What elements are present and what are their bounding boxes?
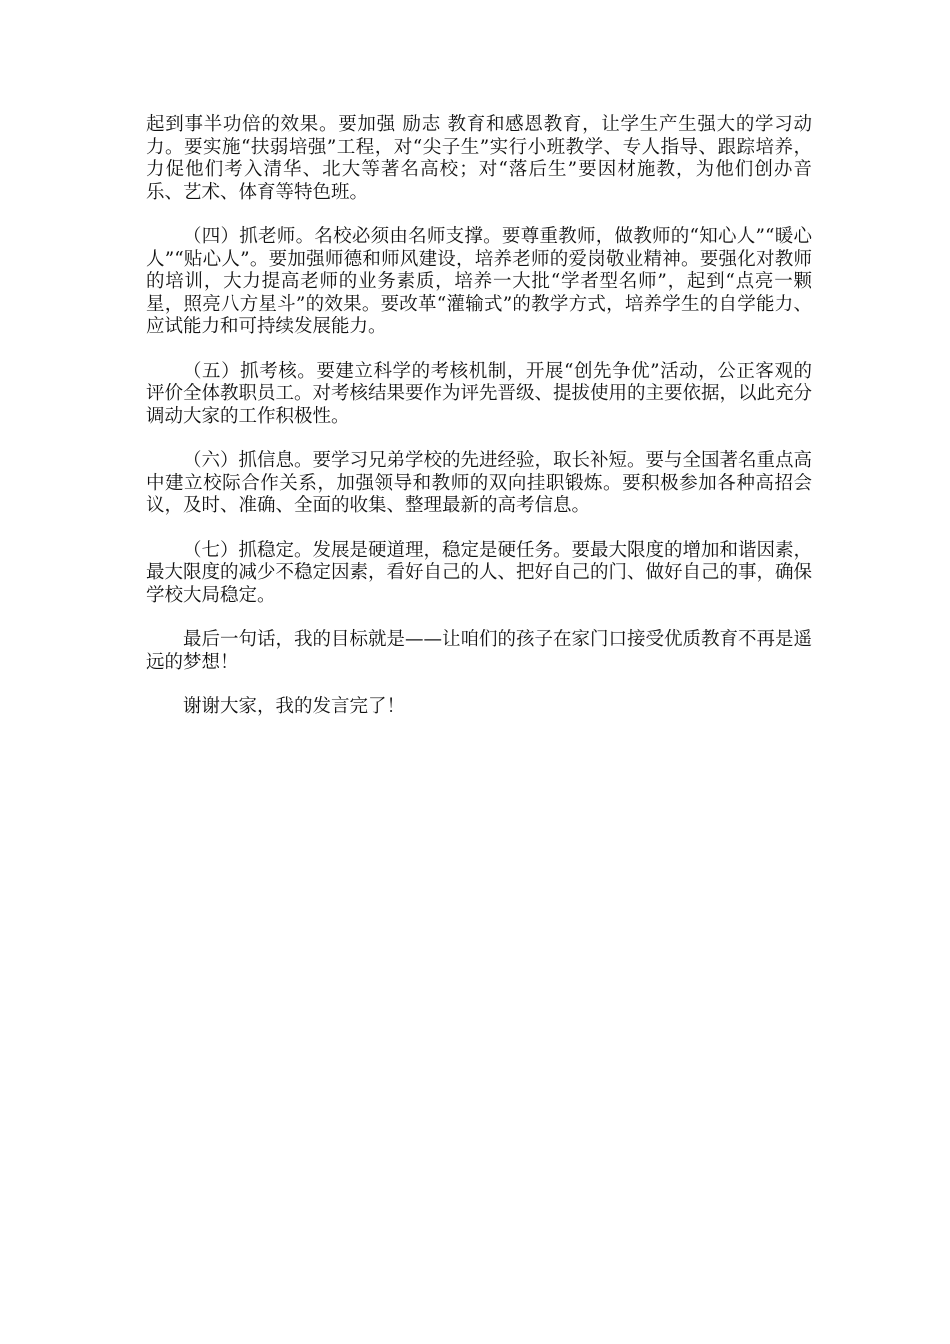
paragraph-information: （六）抓信息。要学习兄弟学校的先进经验，取长补短。要与全国著名重点高中建立校际合作关系，加强领导和教师的双向挂职锻炼。要积极参加各种高招会议，及时、准确、全面的收集、整理最新的高考信息。 bbox=[146, 450, 813, 516]
document-body bbox=[146, 114, 812, 741]
paragraph-continuation: 起到事半功倍的效果。要加强 励志 教育和感恩教育，让学生产生强大的学习动力。要实施“扶弱培强”工程，对“尖子生”实行小班教学、专人指导、跟踪培养，力促他们考入清华、北大等著名高校；对“落后生”要因材施教，为他们创办音乐、艺术、体育等特色班。 bbox=[146, 114, 812, 203]
paragraph-teachers: （四）抓老师。名校必须由名师支撑。要尊重教师，做教师的“知心人”“暖心人”“贴心人”。要加强师德和师风建设，培养老师的爱岗敬业精神。要强化对教师的培训，大力提高老师的业务素质，培养一大批“学者型名师”，起到“点亮一颗星，照亮八方星斗”的效果。要改革“灌输式”的教学方式，培养学生的自学能力、应试能力和可持续发展能力。 bbox=[146, 226, 812, 337]
paragraph-stability: （七）抓稳定。发展是硬道理，稳定是硬任务。要最大限度的增加和谐因素，最大限度的减少不稳定因素，看好自己的人、把好自己的门、做好自己的事，确保学校大局稳定。 bbox=[146, 539, 813, 606]
paragraph-closing-goal: 最后一句话，我的目标就是——让咱们的孩子在家门口接受优质教育不再是遥远的梦想！ bbox=[146, 629, 813, 673]
paragraph-thanks: 谢谢大家，我的发言完了！ bbox=[183, 696, 406, 717]
paragraph-assessment: （五）抓考核。要建立科学的考核机制，开展“创先争优”活动，公正客观的评价全体教职员工。对考核结果要作为评先晋级、提拔使用的主要依据，以此充分调动大家的工作积极性。 bbox=[146, 360, 813, 427]
